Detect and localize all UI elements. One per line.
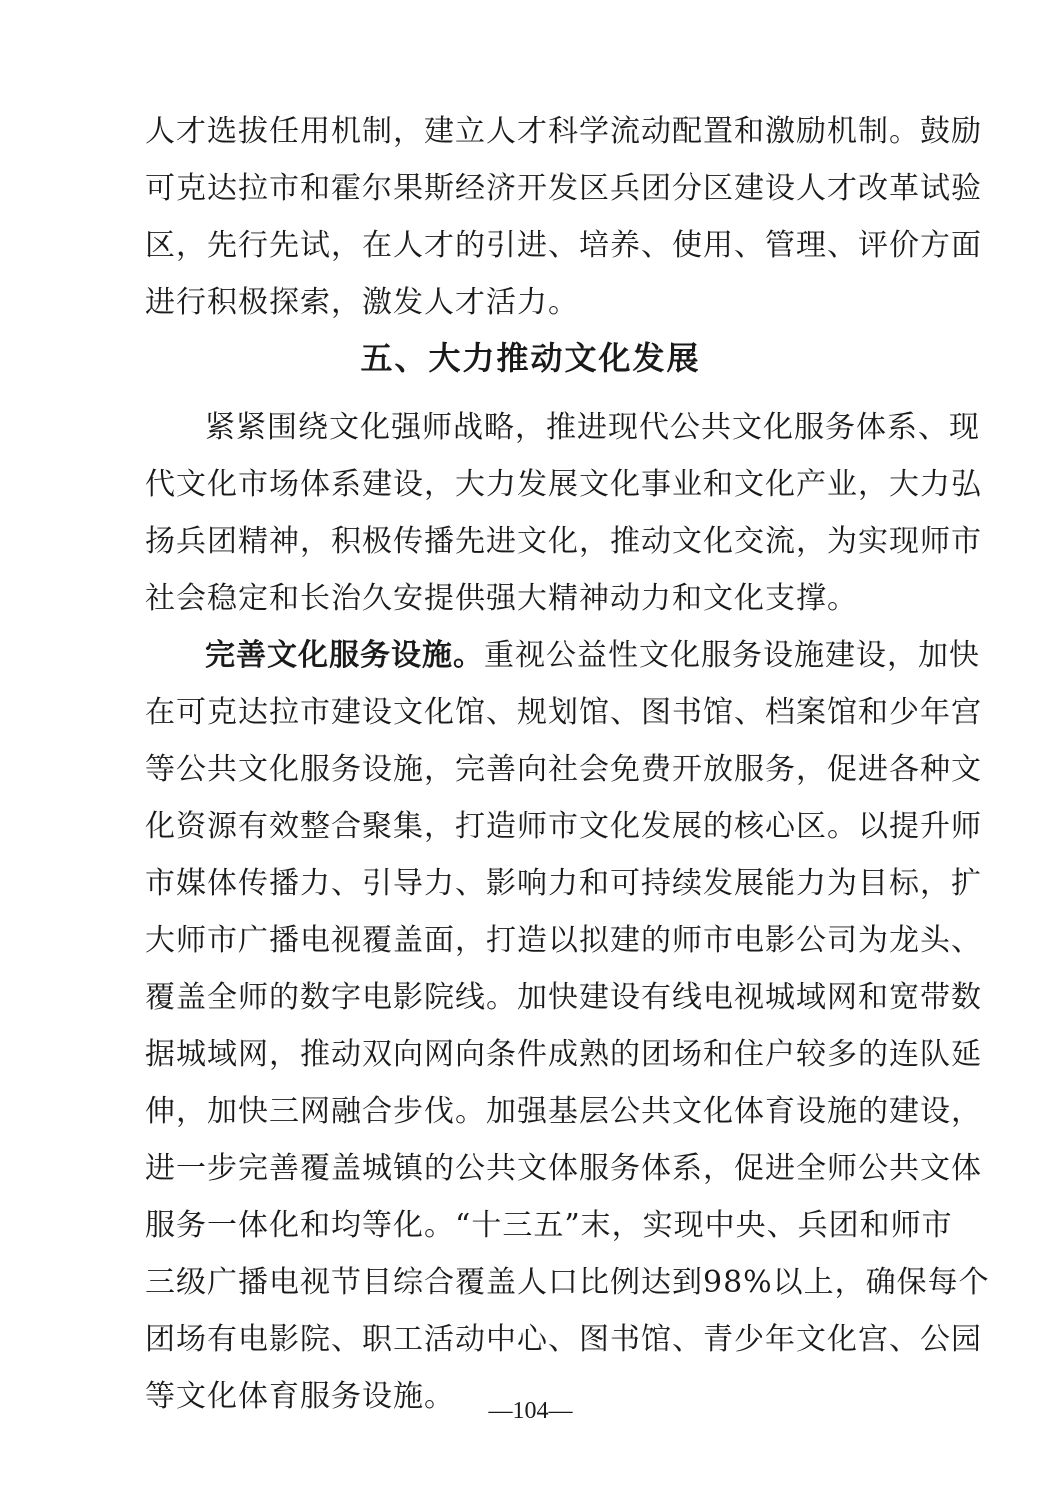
carryover-line-3: 区，先行先试，在人才的引进、培养、使用、管理、评价方面 <box>145 228 982 263</box>
facilities-line-9: 伸，加快三网融合步伐。加强基层公共文化体育设施的建设， <box>145 1094 982 1129</box>
facilities-line-4: 化资源有效整合聚集，打造师市文化发展的核心区。以提升师 <box>145 809 982 844</box>
facilities-line-5: 市媒体传播力、引导力、影响力和可持续发展能力为目标，扩 <box>145 866 982 901</box>
facilities-title: 完善文化服务设施。 <box>205 638 484 673</box>
facilities-line-7: 覆盖全师的数字电影院线。加快建设有线电视城域网和宽带数 <box>145 980 982 1015</box>
facilities-line-14: 等文化体育服务设施。 <box>145 1379 455 1414</box>
intro-line-3: 扬兵团精神，积极传播先进文化，推动文化交流，为实现师市 <box>145 524 982 559</box>
facilities-line-1 <box>205 637 980 675</box>
section-heading: 五、大力推动文化发展 <box>360 339 701 377</box>
intro-line-4: 社会稳定和长治久安提供强大精神动力和文化支撑。 <box>145 581 858 616</box>
carryover-line-1: 人才选拔任用机制，建立人才科学流动配置和激励机制。鼓励 <box>145 114 982 149</box>
facilities-line-12: 三级广播电视节目综合覆盖人口比例达到98%以上，确保每个 <box>145 1265 990 1300</box>
facilities-line-13: 团场有电影院、职工活动中心、图书馆、青少年文化宫、公园 <box>145 1322 982 1357</box>
facilities-line-10: 进一步完善覆盖城镇的公共文体服务体系，促进全师公共文体 <box>145 1151 982 1186</box>
carryover-line-4: 进行积极探索，激发人才活力。 <box>145 285 579 320</box>
facilities-line-6: 大师市广播电视覆盖面，打造以拟建的师市电影公司为龙头、 <box>145 923 982 958</box>
facilities-line-3: 等公共文化服务设施，完善向社会免费开放服务，促进各种文 <box>145 752 982 787</box>
carryover-line-2: 可克达拉市和霍尔果斯经济开发区兵团分区建设人才改革试验 <box>145 171 982 206</box>
facilities-line-8: 据城域网，推动双向网向条件成熟的团场和住户较多的连队延 <box>145 1037 982 1072</box>
intro-line-1: 紧紧围绕文化强师战略，推进现代公共文化服务体系、现 <box>205 410 980 445</box>
facilities-first-line-rest: 重视公益性文化服务设施建设，加快 <box>484 638 980 673</box>
page-number: —104— <box>488 1398 573 1424</box>
facilities-line-11: 服务一体化和均等化。“十三五”末，实现中央、兵团和师市 <box>145 1208 953 1243</box>
facilities-line-2: 在可克达拉市建设文化馆、规划馆、图书馆、档案馆和少年宫 <box>145 695 982 730</box>
intro-line-2: 代文化市场体系建设，大力发展文化事业和文化产业，大力弘 <box>145 467 982 502</box>
